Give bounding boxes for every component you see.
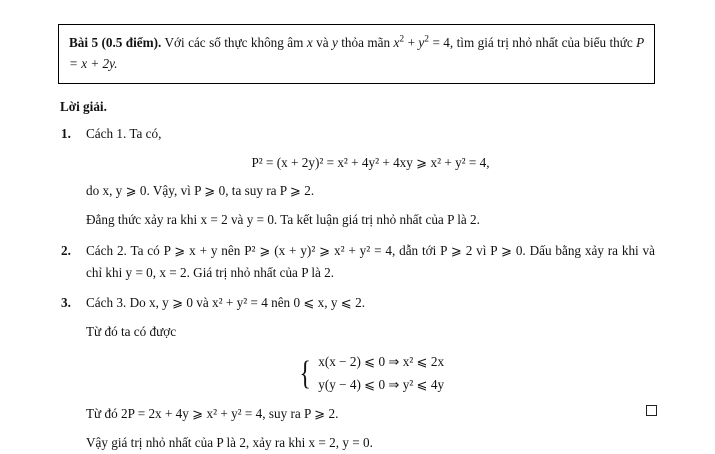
step-3-lead-in: Từ đó ta có được	[86, 324, 177, 340]
problem-statement-box	[58, 24, 655, 84]
step-1-line-1: do x, y ⩾ 0. Vậy, vì P ⩾ 0, ta suy ra P ⩾ 2.	[86, 183, 315, 199]
problem-expr-p: P	[636, 35, 644, 50]
step-3-line-after-1: Từ đó 2P = 2x + 4y ⩾ x² + y² = 4, suy ra P ⩾ 2.	[86, 406, 339, 422]
solution-step-1	[58, 123, 655, 231]
problem-eq-y: y	[418, 35, 425, 50]
system-lines	[318, 350, 444, 396]
step-1-display-equation: P² = (x + 2y)² = x² + 4y² + 4xy ⩾ x² + y² = 4,	[251, 154, 490, 170]
problem-eq-y-exp: 2	[424, 34, 430, 45]
problem-eq-rest: = 4	[429, 35, 450, 50]
system-line-1: x(x − 2) ⩽ 0 ⇒ x² ⩽ 2x	[318, 354, 445, 369]
step-3-line-after-2: Vậy giá trị nhỏ nhất của P là 2, xảy ra khi x = 2, y = 0.	[86, 434, 373, 450]
step-marker-3: 3.	[61, 295, 71, 311]
problem-text-and: và	[312, 35, 332, 50]
solution-step-3	[58, 292, 655, 453]
qed-square-icon	[646, 405, 657, 416]
problem-text-1: Với các số thực không âm	[161, 35, 307, 50]
problem-var-x: x	[306, 35, 313, 50]
problem-title: Bài 5 (0.5 điểm).	[69, 35, 162, 50]
problem-text-3: , tìm giá trị nhỏ nhất của biểu thức	[449, 35, 637, 50]
problem-eq-x-exp: 2	[399, 34, 405, 45]
problem-var-y: y	[331, 35, 338, 50]
problem-eq-plus: +	[404, 35, 419, 50]
left-brace-icon: {	[299, 354, 311, 392]
step-2-line-1: Cách 2. Ta có P ⩾ x + y nên P² ⩾ (x + y)² ⩾ x² + y² = 4, dẫn tới P ⩾ 2 vì P ⩾ 0. Dấu bằng xảy ra khi và chỉ khi y = 0, x = 2. Giá trị nhỏ nhất của P là 2.	[86, 242, 655, 280]
solution-step-2	[58, 240, 655, 284]
problem-eq-x: x	[393, 35, 400, 50]
step-3-system-equation	[86, 350, 655, 396]
step-1-intro: Cách 1. Ta có,	[86, 125, 162, 141]
solution-steps-list	[58, 123, 655, 454]
step-marker-2: 2.	[61, 242, 71, 258]
step-marker-1: 1.	[61, 125, 71, 141]
system-line-2: y(y − 4) ⩽ 0 ⇒ y² ⩽ 4y	[318, 377, 445, 393]
step-3-intro: Cách 3. Do x, y ⩾ 0 và x² + y² = 4 nên 0 ⩽ x, y ⩽ 2.	[86, 295, 365, 311]
system-group	[297, 350, 444, 396]
solution-heading: Lời giải.	[60, 98, 107, 114]
problem-expr-rest: = x + 2y.	[69, 56, 118, 72]
step-1-line-2: Đẳng thức xảy ra khi x = 2 và y = 0. Ta kết luận giá trị nhỏ nhất của P là 2.	[86, 212, 480, 228]
problem-text-2: thỏa mãn	[337, 35, 394, 50]
